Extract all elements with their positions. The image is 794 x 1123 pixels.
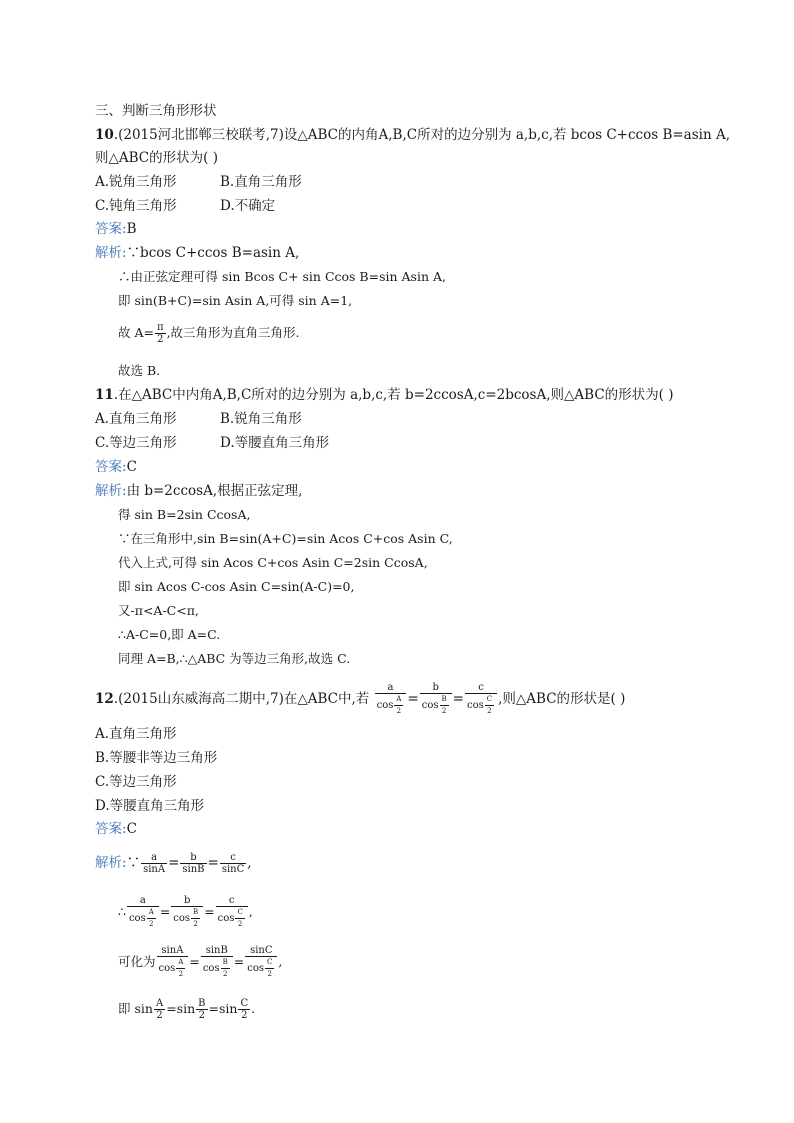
- q11-solution-line2: 得 sin B=2sin CcosA,: [118, 507, 251, 522]
- question-text: 则△ABC的形状是( ): [502, 691, 626, 707]
- fraction-numerator: C: [240, 998, 249, 1009]
- cos-text: cos: [202, 963, 220, 974]
- question-text: .在△ABC中内角A,B,C所对的边分别为 a,b,c,若 b=2ccosA,c=2bcosA,则△ABC的形状为( ): [113, 387, 674, 403]
- option-c: C.等边三角形: [95, 435, 177, 451]
- because-symbol: ∵: [126, 855, 141, 871]
- cos-text: cos: [376, 700, 394, 711]
- half-angle: [196, 998, 207, 1021]
- sin-text: sin: [134, 1001, 153, 1016]
- answer-value: B: [126, 221, 137, 237]
- fraction-numerator: sinC: [245, 945, 277, 957]
- fraction: [127, 895, 159, 930]
- q10-solution-line1: [95, 244, 299, 262]
- fraction-denominator: 2: [149, 920, 154, 928]
- fraction-denominator: 2: [267, 970, 272, 978]
- half-angle: [191, 907, 200, 930]
- equals-sign: =: [407, 691, 419, 707]
- fraction: [465, 682, 497, 717]
- question-10-line2: 则△ABC的形状为( ): [95, 150, 218, 166]
- fraction-denominator: sinC: [221, 864, 245, 875]
- fraction-numerator: A: [394, 694, 403, 706]
- q10-solution-line4: [118, 322, 300, 345]
- option-a: A.锐角三角形: [95, 174, 177, 190]
- fraction-numerator: B: [191, 907, 200, 919]
- fraction-numerator: b: [420, 682, 452, 694]
- fraction-numerator: π: [156, 322, 164, 333]
- fraction-denominator: sinB: [182, 864, 205, 875]
- fraction: [201, 945, 233, 980]
- solution-text: 由 b=2ccosA,根据正弦定理,: [126, 483, 303, 499]
- answer-value: C: [126, 821, 137, 837]
- fraction-numerator: A: [147, 907, 156, 919]
- question-number: 10: [95, 127, 114, 143]
- q12-option-a: A.直角三角形: [95, 726, 177, 742]
- q11-answer: [95, 458, 137, 476]
- question-text: .(2015山东威海高二期中,7)在△ABC中,若: [113, 691, 370, 707]
- fraction: [171, 895, 203, 930]
- fraction-denominator: [157, 957, 189, 980]
- answer-label: 答案:: [95, 459, 127, 475]
- comma: ,: [498, 691, 503, 707]
- solution-text: ∵bcos C+ccos B=asin A,: [126, 245, 300, 261]
- q10-solution-line5: 故选 B.: [118, 363, 161, 378]
- fraction-numerator: A: [155, 998, 164, 1009]
- fraction-denominator: [127, 907, 159, 930]
- equals-sign: =: [208, 1001, 219, 1016]
- q12-option-c: C.等边三角形: [95, 774, 177, 790]
- equals-sign: =: [233, 954, 245, 969]
- option-b: B.锐角三角形: [220, 411, 302, 427]
- fraction-denominator: [465, 694, 497, 717]
- comma: ,: [278, 954, 283, 969]
- q10-solution-line2: ∴由正弦定理可得 sin Bcos C+ sin Ccos B=sin Asin A,: [118, 269, 446, 284]
- fraction: [245, 945, 277, 980]
- sin-text: sin: [218, 1001, 238, 1016]
- solution-text: ,故三角形为直角三角形.: [166, 325, 300, 340]
- fraction-numerator: sinA: [157, 945, 189, 957]
- answer-label: 答案:: [95, 221, 127, 237]
- answer-label: 答案:: [95, 821, 127, 837]
- equals-sign: =: [168, 855, 180, 871]
- fraction-numerator: B: [440, 694, 449, 706]
- fraction-numerator: a: [127, 895, 159, 907]
- q11-solution-line4: 代入上式,可得 sin Acos C+cos Asin C=2sin CcosA,: [118, 555, 428, 570]
- fraction-numerator: c: [216, 895, 248, 907]
- fraction: [157, 945, 189, 980]
- q11-solution-line6: 又-π<A-C<π,: [118, 603, 199, 618]
- fraction-numerator: a: [375, 682, 407, 694]
- fraction-denominator: [245, 957, 277, 980]
- half-angle: [265, 957, 274, 980]
- fraction-numerator: sinB: [201, 945, 233, 957]
- q12-option-b: B.等腰非等边三角形: [95, 750, 218, 766]
- fraction-numerator: c: [220, 852, 246, 864]
- fraction-numerator: B: [198, 998, 206, 1009]
- fraction-denominator: 2: [198, 1010, 205, 1021]
- cos-text: cos: [128, 913, 146, 924]
- half-angle: [485, 694, 494, 717]
- half-angle: [235, 907, 244, 930]
- question-10-line1: [95, 126, 730, 144]
- solution-label: 解析:: [95, 855, 127, 871]
- fraction: [155, 322, 166, 345]
- fraction-denominator: 2: [241, 1010, 248, 1021]
- fraction-denominator: 2: [396, 707, 402, 715]
- fraction-numerator: B: [221, 957, 230, 969]
- answer-value: C: [126, 459, 137, 475]
- solution-text: 故 A=: [118, 325, 154, 340]
- half-angle: [176, 957, 185, 980]
- q11-solution-line5: 即 sin Acos C-cos Asin C=sin(A-C)=0,: [118, 579, 355, 594]
- cos-text: cos: [466, 700, 484, 711]
- fraction-numerator: a: [141, 852, 167, 864]
- period: .: [251, 1001, 256, 1016]
- section-title: 三、判断三角形形状: [95, 103, 217, 119]
- fraction-denominator: [375, 694, 407, 717]
- fraction-denominator: [171, 907, 203, 930]
- fraction-denominator: sinA: [143, 864, 166, 875]
- fraction-numerator: b: [180, 852, 206, 864]
- q11-solution-line7: ∴A-C=0,即 A=C.: [118, 627, 221, 642]
- fraction-denominator: 2: [157, 334, 164, 345]
- fraction-denominator: 2: [441, 707, 447, 715]
- equals-sign: =: [166, 1001, 177, 1016]
- fraction: [216, 895, 248, 930]
- fraction-denominator: 2: [222, 970, 228, 978]
- fraction-numerator: C: [265, 957, 274, 969]
- fraction-numerator: b: [171, 895, 203, 907]
- fraction-denominator: [216, 907, 248, 930]
- fraction-numerator: C: [485, 694, 494, 706]
- q11-solution-line1: [95, 482, 302, 500]
- cos-text: cos: [247, 963, 264, 974]
- equals-sign: =: [204, 904, 215, 919]
- cos-text: cos: [173, 913, 191, 924]
- q11-solution-line8: 同理 A=B,∴△ABC 为等边三角形,故选 C.: [118, 651, 351, 666]
- sin-text: sin: [176, 1001, 196, 1016]
- equals-sign: =: [159, 904, 171, 919]
- q12-solution-line4: [118, 998, 255, 1021]
- q12-option-d: D.等腰直角三角形: [95, 798, 205, 814]
- fraction: [420, 682, 452, 717]
- question-11-line1: [95, 386, 674, 404]
- q12-answer: [95, 820, 137, 838]
- comma: ,: [248, 904, 253, 919]
- solution-text: 可化为: [118, 954, 156, 969]
- option-b: B.直角三角形: [220, 174, 302, 190]
- half-angle: [394, 694, 403, 717]
- q11-solution-line3: ∵在三角形中,sin B=sin(A+C)=sin Acos C+cos Asin C,: [118, 531, 453, 546]
- cos-text: cos: [158, 963, 176, 974]
- equals-sign: =: [207, 855, 219, 871]
- fraction: [375, 682, 407, 717]
- therefore-symbol: ∴: [118, 904, 126, 919]
- half-angle: [440, 694, 449, 717]
- cos-text: cos: [421, 700, 439, 711]
- half-angle: [221, 957, 230, 980]
- fraction: [180, 852, 206, 875]
- solution-label: 解析:: [95, 483, 127, 499]
- half-angle: [154, 998, 165, 1021]
- comma: ,: [247, 855, 252, 871]
- cos-text: cos: [217, 913, 235, 924]
- option-d: D.不确定: [220, 198, 276, 214]
- fraction-denominator: 2: [178, 970, 184, 978]
- question-number: 11: [95, 387, 114, 403]
- option-a: A.直角三角形: [95, 411, 177, 427]
- option-c: C.钝角三角形: [95, 198, 177, 214]
- q12-solution-line1: [95, 852, 252, 875]
- q10-solution-line3: 即 sin(B+C)=sin Asin A,可得 sin A=1,: [118, 293, 353, 308]
- equals-sign: =: [189, 954, 200, 969]
- fraction-numerator: c: [465, 682, 497, 694]
- fraction: [220, 852, 246, 875]
- fraction-denominator: [420, 694, 452, 717]
- fraction-denominator: [201, 957, 233, 980]
- equals-sign: =: [452, 691, 464, 707]
- q10-answer: [95, 220, 136, 238]
- fraction: [141, 852, 167, 875]
- solution-label: 解析:: [95, 245, 127, 261]
- fraction-denominator: 2: [193, 920, 198, 928]
- question-text: .(2015河北邯郸三校联考,7)设△ABC的内角A,B,C所对的边分别为 a,b,c,若 bcos C+ccos B=asin A,: [113, 127, 730, 143]
- q12-solution-line3: [118, 945, 282, 980]
- fraction-denominator: 2: [156, 1010, 163, 1021]
- q12-solution-line2: [118, 895, 253, 930]
- solution-text: 即: [118, 1001, 135, 1016]
- half-angle: [147, 907, 156, 930]
- fraction-denominator: 2: [487, 707, 492, 715]
- question-number: 12: [95, 691, 114, 707]
- fraction-numerator: C: [235, 907, 244, 919]
- option-d: D.等腰直角三角形: [220, 435, 330, 451]
- fraction-denominator: 2: [237, 920, 243, 928]
- half-angle: [238, 998, 250, 1021]
- question-12-line1: [95, 682, 625, 717]
- fraction-numerator: A: [176, 957, 185, 969]
